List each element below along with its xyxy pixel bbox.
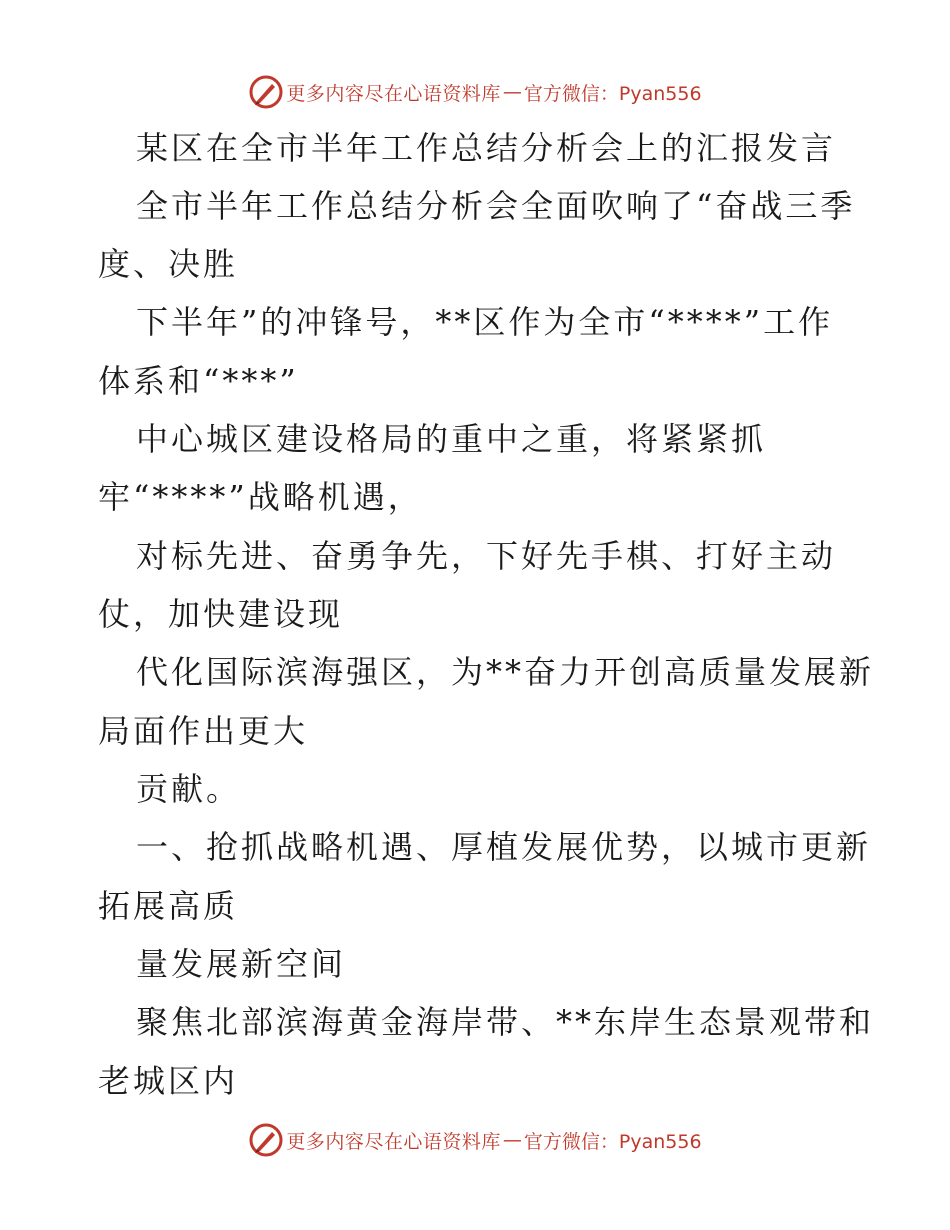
quill-pen-logo-icon [248,1122,284,1158]
paragraph-line: 中心城区建设格局的重中之重，将紧紧抓 [136,420,767,458]
quill-pen-logo-icon [248,74,284,110]
section-heading: 拓展高质 [98,887,239,925]
document-title: 某区在全市半年工作总结分析会上的汇报发言 [136,129,837,167]
footer-banner [0,1120,950,1160]
banner-separator: — [502,81,522,103]
paragraph-line: 聚焦北部滨海黄金海岸带、**东岸生态景观带和 [136,1003,875,1041]
paragraph-line: 仗，加快建设现 [98,595,344,633]
banner-wechat: 官方微信：Pyan556 [523,82,702,105]
paragraph-line: 局面作出更大 [98,712,309,750]
paragraph-line: 度、决胜 [98,245,239,283]
paragraph-line: 牢“****”战略机遇， [98,478,423,516]
banner-wechat: 官方微信：Pyan556 [523,1130,702,1153]
banner-text: 更多内容尽在心语资料库 [286,82,501,105]
paragraph-line: 老城区内 [98,1062,239,1100]
paragraph-line: 全市半年工作总结分析会全面吹响了“奋战三季 [136,187,856,225]
paragraph-line: 对标先进、奋勇争先，下好先手棋、打好主动 [136,537,837,575]
header-banner [0,72,950,112]
section-heading: 量发展新空间 [136,945,347,983]
paragraph-line: 下半年”的冲锋号，**区作为全市“****”工作 [136,303,834,341]
paragraph-line: 贡献。 [136,770,242,808]
banner-separator: — [502,1129,522,1151]
paragraph-line: 代化国际滨海强区，为**奋力开创高质量发展新 [136,653,875,691]
section-heading: 一、抢抓战略机遇、厚植发展优势，以城市更新 [136,828,872,866]
banner-text: 更多内容尽在心语资料库 [286,1130,501,1153]
paragraph-line: 体系和“***” [98,362,299,400]
